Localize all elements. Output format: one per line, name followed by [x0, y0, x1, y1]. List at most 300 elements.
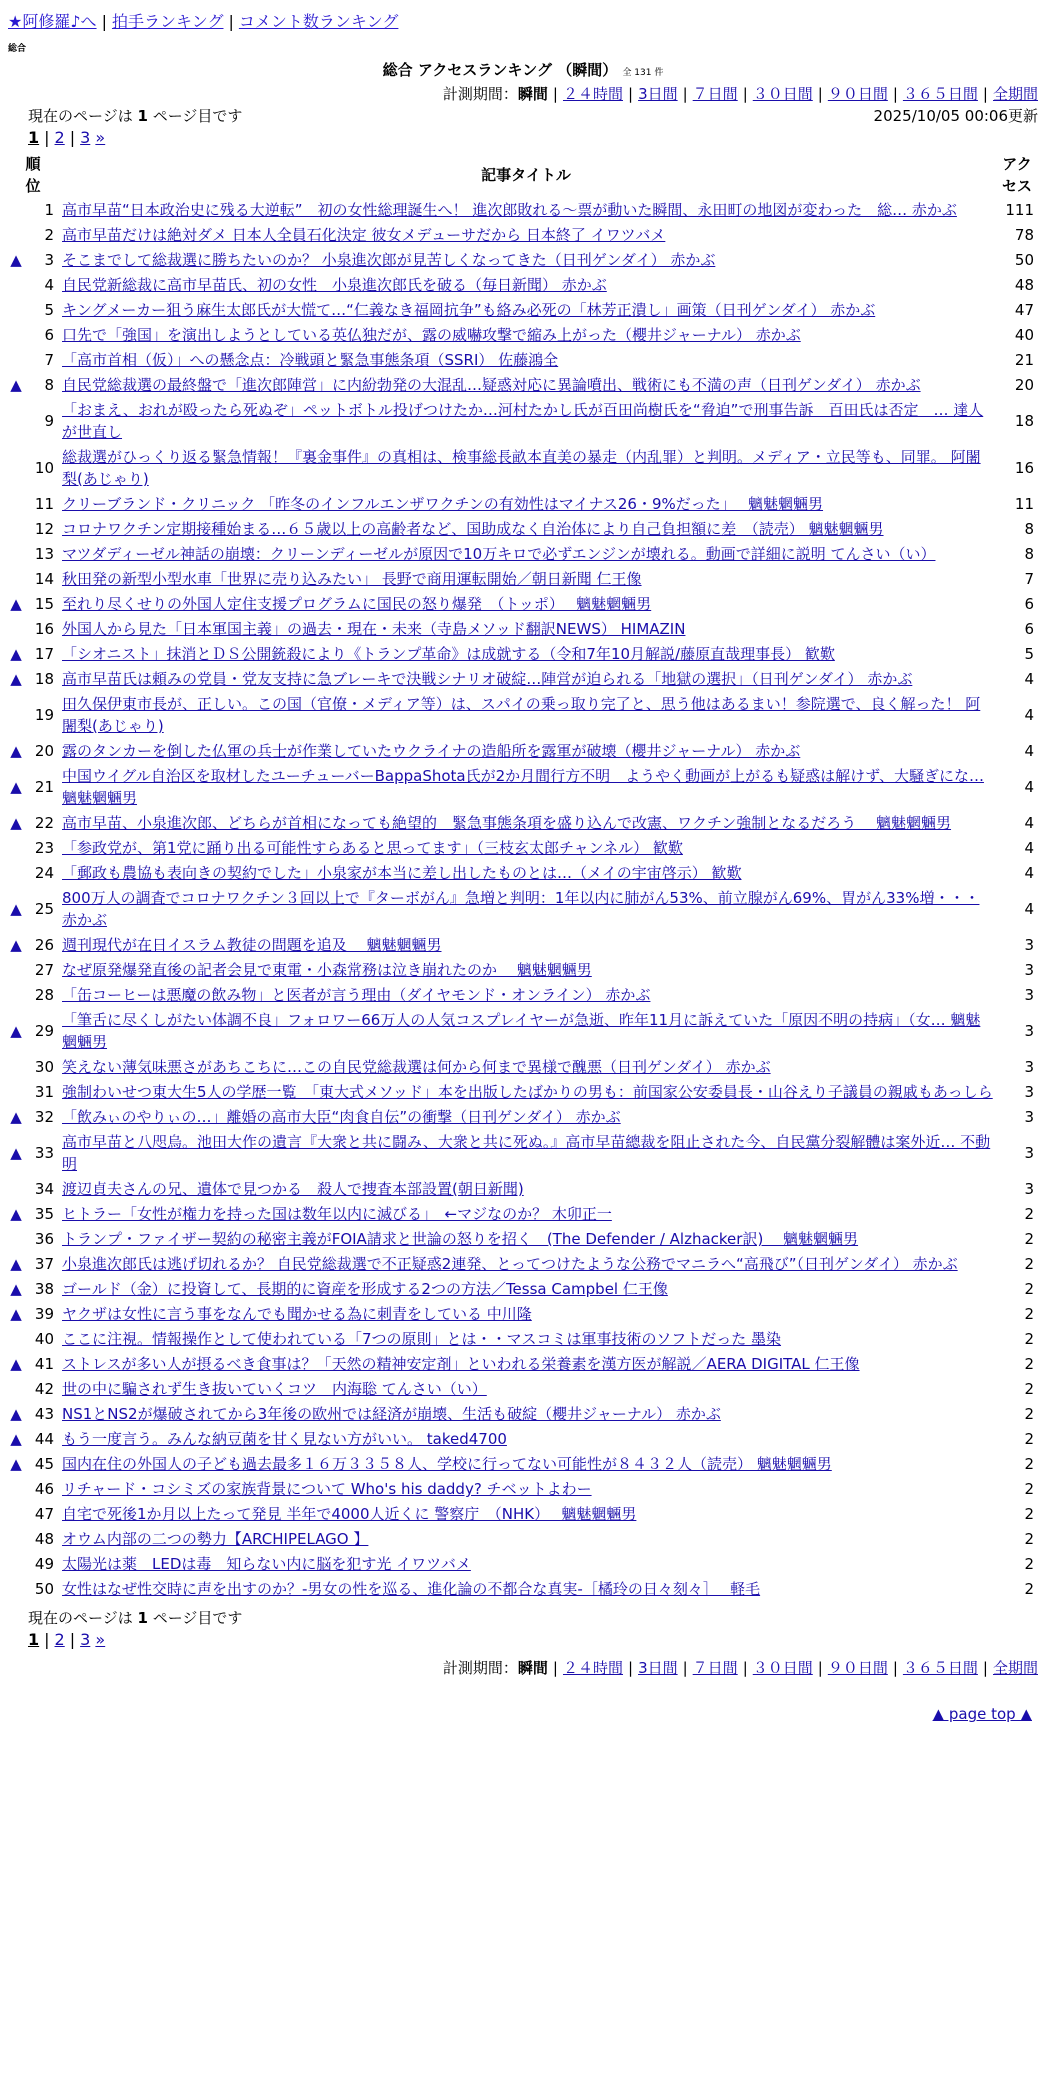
- period-link-6-bottom[interactable]: 全期間: [992, 1659, 1038, 1677]
- rank-change-cell: [8, 397, 24, 444]
- table-row: [8, 835, 1040, 860]
- rank-change-cell: [8, 372, 24, 397]
- period-link-2-bottom[interactable]: ７日間: [692, 1659, 738, 1677]
- access-count: 3: [1024, 1108, 1034, 1126]
- rank-number: 27: [34, 961, 54, 979]
- rank-change-cell: [8, 1451, 24, 1476]
- nav-link-ashura[interactable]: ★阿修羅♪へ: [8, 12, 97, 31]
- period-link-1-bottom[interactable]: 3日間: [638, 1659, 678, 1677]
- article-title-link[interactable]: 「高市首相（仮）」への懸念点：冷戦頭と緊急事態条項（SSRI） 佐藤鴻全: [62, 351, 559, 369]
- article-title-link[interactable]: 笑えない薄気味悪さがあちこちに…この自民党総裁選は何から何まで異様で醜悪（日刊ゲンダイ） 赤かぶ: [62, 1058, 771, 1076]
- access-count: 4: [1024, 778, 1034, 796]
- article-title-cell: [58, 1526, 994, 1551]
- access-count: 4: [1024, 900, 1034, 918]
- article-title-cell: [58, 397, 994, 444]
- access-count: 2: [1024, 1555, 1034, 1573]
- period-separator: |: [682, 1659, 688, 1677]
- table-row: [8, 932, 1040, 957]
- period-link-3-bottom[interactable]: ３０日間: [752, 1659, 813, 1677]
- current-page-info-bottom: 現在のページは 1 ページ目です: [28, 1609, 243, 1627]
- nav-separator: |: [101, 12, 107, 31]
- rank-number: 25: [34, 900, 54, 918]
- article-title-cell: [58, 1451, 994, 1476]
- article-title-link[interactable]: 至れり尽くせりの外国人定住支援プログラムに国民の怒り爆発 （トッポ） 魑魅魍魎男: [62, 595, 652, 613]
- rank-number: 38: [34, 1280, 54, 1298]
- table-row: [8, 691, 1040, 738]
- rank-change-cell: [8, 932, 24, 957]
- article-title-link[interactable]: 「参政党が、第1党に踊り出る可能性すらあると思ってます」（三枝玄太郎チャンネル） 歓歎: [62, 839, 683, 857]
- rank-up-icon: ▲: [10, 1144, 22, 1162]
- rank-change-cell: [8, 1351, 24, 1376]
- article-title-cell: [58, 1251, 994, 1276]
- article-title-cell: [58, 1426, 994, 1451]
- rank-change-cell: [8, 347, 24, 372]
- rank-up-icon: ▲: [10, 595, 22, 613]
- article-title-cell: [58, 982, 994, 1007]
- rank-number: 30: [34, 1058, 54, 1076]
- table-row: [8, 1301, 1040, 1326]
- access-count: 78: [1014, 226, 1034, 244]
- table-row: [8, 1276, 1040, 1301]
- rank-number: 18: [34, 670, 54, 688]
- article-title-link[interactable]: 自民党新総裁に高市早苗氏、初の女性 小泉進次郎氏を破る（毎日新聞） 赤かぶ: [62, 276, 607, 294]
- access-count: 50: [1014, 251, 1034, 269]
- table-row: [8, 1351, 1040, 1376]
- period-separator: |: [552, 1659, 558, 1677]
- article-title-cell: [58, 1201, 994, 1226]
- article-title-cell: [58, 1129, 994, 1176]
- access-count: 2: [1024, 1405, 1034, 1423]
- table-row: [8, 347, 1040, 372]
- table-row: [8, 272, 1040, 297]
- access-count: 2: [1024, 1380, 1034, 1398]
- article-title-cell: [58, 372, 994, 397]
- article-title-link[interactable]: 口先で「強国」を演出しようとしている英仏独だが、露の威嚇攻撃で縮み上がった（櫻井ジャーナル） 赤かぶ: [62, 326, 801, 344]
- article-title-cell: [58, 860, 994, 885]
- table-row: [8, 738, 1040, 763]
- article-title-link[interactable]: 高市早苗“日本政治史に残る大逆転” 初の女性総理誕生へ！ 進次郎敗れる～票が動いた瞬間、永田町の地図が変わった 総… 赤かぶ: [62, 201, 957, 219]
- rank-up-icon: ▲: [10, 1405, 22, 1423]
- rank-number: 1: [44, 201, 54, 219]
- rank-change-cell: [8, 1276, 24, 1301]
- rank-change-cell: [8, 1376, 24, 1401]
- rank-number: 21: [34, 778, 54, 796]
- total-count: 全 131 件: [622, 68, 664, 78]
- rank-change-cell: [8, 1301, 24, 1326]
- rank-number: 12: [34, 520, 54, 538]
- article-title-cell: [58, 738, 994, 763]
- access-count: 2: [1024, 1205, 1034, 1223]
- access-count: 3: [1024, 986, 1034, 1004]
- article-title-link[interactable]: もう一度言う。みんな納豆菌を甘く見ない方がいい。 taked4700: [62, 1430, 507, 1448]
- article-title-link[interactable]: ストレスが多い人が摂るべき食事は？「天然の精神安定剤」といわれる栄養素を漢方医が解説／AERA DIGITAL 仁王像: [62, 1355, 860, 1373]
- rank-up-icon: ▲: [10, 670, 22, 688]
- page-top-row: [8, 1705, 1032, 1723]
- rank-number: 37: [34, 1255, 54, 1273]
- period-link-4[interactable]: ９０日間: [827, 85, 888, 103]
- pager-separator: |: [44, 128, 50, 147]
- access-count: 7: [1024, 570, 1034, 588]
- site-label: 総合: [8, 44, 27, 54]
- rank-number: 22: [34, 814, 54, 832]
- article-title-link[interactable]: 800万人の調査でコロナワクチン３回以上で『ターボがん』急増と判明：1年以内に肺がん53%、前立腺がん69%、胃がん33%増・・・ 赤かぶ: [62, 889, 980, 929]
- table-row: [8, 1551, 1040, 1576]
- table-row: [8, 1201, 1040, 1226]
- access-count: 3: [1024, 1180, 1034, 1198]
- rank-change-cell: [8, 1226, 24, 1251]
- rank-number: 17: [34, 645, 54, 663]
- period-label: 計測期間：: [442, 85, 518, 103]
- pager-link-2-bottom[interactable]: 2: [54, 1630, 65, 1649]
- table-row: [8, 297, 1040, 322]
- table-row: [8, 322, 1040, 347]
- rank-number: 35: [34, 1205, 54, 1223]
- period-selector-bottom: [8, 1657, 1038, 1679]
- access-count: 48: [1014, 276, 1034, 294]
- article-title-link[interactable]: なぜ原発爆発直後の記者会見で東電・小森常務は泣き崩れたのか 魑魅魍魎男: [62, 961, 592, 979]
- article-title-link[interactable]: ゴールド（金）に投資して、長期的に資産を形成する2つの方法／Tessa Campbel 仁王像: [62, 1280, 668, 1298]
- article-title-cell: [58, 222, 994, 247]
- table-row: [8, 1401, 1040, 1426]
- rank-change-cell: [8, 247, 24, 272]
- article-title-cell: [58, 591, 994, 616]
- article-title-link[interactable]: 高市早苗だけは絶対ダメ 日本人全員石化決定 彼女メデューサだから 日本終了 イワツバメ: [62, 226, 666, 244]
- access-count: 40: [1014, 326, 1034, 344]
- access-count: 2: [1024, 1580, 1034, 1598]
- article-title-cell: [58, 1007, 994, 1054]
- article-title-link[interactable]: 総裁選がひっくり返る緊急情報！『裏金事件』の真相は、検事総長畝本直美の暴走（内乱罪）と判明。メディア・立民等も、同罪。 阿闍梨(あじゃり): [62, 448, 981, 488]
- rank-up-icon: ▲: [10, 936, 22, 954]
- rank-change-cell: [8, 810, 24, 835]
- rank-change-cell: [8, 1129, 24, 1176]
- nav-link-applause-ranking[interactable]: 拍手ランキング: [111, 12, 224, 31]
- rank-change-cell: [8, 885, 24, 932]
- article-title-cell: [58, 297, 994, 322]
- article-title-cell: [58, 1501, 994, 1526]
- access-count: 20: [1014, 376, 1034, 394]
- article-title-link[interactable]: トランプ・ファイザー契約の秘密主義がFOIA請求と世論の怒りを招く (The Defender / Alzhacker訳) 魑魅魍魎男: [62, 1230, 859, 1248]
- access-count: 3: [1024, 1022, 1034, 1040]
- article-title-link[interactable]: 国内在住の外国人の子ども過去最多１６万３３５８人、学校に行ってない可能性が８４３２人（読売） 魑魅魍魎男: [62, 1455, 832, 1473]
- article-title-link[interactable]: 中国ウイグル自治区を取材したユーチューバーBappaShota氏が2か月間行方不明 ようやく動画が上がるも疑惑は解けず、大騒ぎにな… 魑魅魍魎男: [62, 767, 984, 807]
- access-count: 18: [1014, 412, 1034, 430]
- rank-number: 4: [44, 276, 54, 294]
- rank-up-icon: ▲: [10, 645, 22, 663]
- rank-change-cell: [8, 197, 24, 222]
- rank-change-cell: [8, 566, 24, 591]
- rank-up-icon: ▲: [10, 1305, 22, 1323]
- rank-up-icon: ▲: [10, 1355, 22, 1373]
- table-row: [8, 1226, 1040, 1251]
- pager-current: 1: [28, 128, 40, 147]
- article-title-cell: [58, 691, 994, 738]
- nav-link-comment-ranking[interactable]: コメント数ランキング: [238, 12, 399, 31]
- article-title-link[interactable]: 田久保伊東市長が、正しい。この国（官僚・メディア等）は、スパイの乗っ取り完了と、思う他はあるまい！参院選で、良く解った！ 阿闍梨(あじゃり): [62, 695, 981, 735]
- pager-separator: |: [69, 128, 76, 147]
- rank-number: 13: [34, 545, 54, 563]
- article-title-cell: [58, 1576, 994, 1601]
- article-title-cell: [58, 197, 994, 222]
- rank-number: 43: [34, 1405, 54, 1423]
- rank-change-cell: [8, 322, 24, 347]
- rank-up-icon: ▲: [10, 1455, 22, 1473]
- article-title-link[interactable]: 太陽光は薬 LEDは毒 知らない内に脳を犯す光 イワツバメ: [62, 1555, 471, 1573]
- article-title-cell: [58, 1104, 994, 1129]
- rank-change-cell: [8, 835, 24, 860]
- rank-number: 44: [34, 1430, 54, 1448]
- table-row: [8, 1251, 1040, 1276]
- table-row: [8, 1176, 1040, 1201]
- article-title-link[interactable]: 秋田発の新型小型水車「世界に売り込みたい」 長野で商用運転開始／朝日新聞 仁王像: [62, 570, 642, 588]
- rank-change-cell: [8, 1176, 24, 1201]
- rank-change-cell: [8, 222, 24, 247]
- rank-up-icon: ▲: [10, 778, 22, 796]
- article-title-link[interactable]: 外国人から見た「日本軍国主義」の過去・現在・未来（寺島メソッド翻訳NEWS） HIMAZIN: [62, 620, 686, 638]
- article-title-link[interactable]: コロナワクチン定期接種始まる…６５歳以上の高齢者など、国助成なく自治体により自己負担額に差 （読売） 魑魅魍魎男: [62, 520, 884, 538]
- article-title-cell: [58, 1476, 994, 1501]
- access-count: 2: [1024, 1455, 1034, 1473]
- table-row: [8, 616, 1040, 641]
- table-row: [8, 1104, 1040, 1129]
- rank-change-cell: [8, 641, 24, 666]
- table-row: [8, 1476, 1040, 1501]
- access-count: 2: [1024, 1330, 1034, 1348]
- rank-number: 47: [34, 1505, 54, 1523]
- table-row: [8, 541, 1040, 566]
- article-title-cell: [58, 1176, 994, 1201]
- pager-next-link-bottom[interactable]: »: [95, 1630, 106, 1649]
- rank-change-cell: [8, 1201, 24, 1226]
- article-title-link[interactable]: 高市早苗氏は頼みの党員・党友支持に急ブレーキで決戦シナリオ破綻…陣営が迫られる「地獄の選択」（日刊ゲンダイ） 赤かぶ: [62, 670, 913, 688]
- access-count: 3: [1024, 1144, 1034, 1162]
- period-separator: |: [742, 85, 748, 103]
- table-row: [8, 1501, 1040, 1526]
- table-row: [8, 763, 1040, 810]
- rank-number: 9: [44, 412, 54, 430]
- period-separator: |: [552, 85, 558, 103]
- period-separator: |: [892, 85, 898, 103]
- page-title-row: [8, 60, 1038, 83]
- article-title-cell: [58, 1401, 994, 1426]
- article-title-cell: [58, 932, 994, 957]
- article-title-link[interactable]: そこまでして総裁選に勝ちたいのか？ 小泉進次郎が見苦しくなってきた（日刊ゲンダイ） 赤かぶ: [62, 251, 716, 269]
- rank-number: 34: [34, 1180, 54, 1198]
- article-title-link[interactable]: クリーブランド・クリニック 「昨冬のインフルエンザワクチンの有効性はマイナス26・9%だった」 魑魅魍魎男: [62, 495, 824, 513]
- rank-up-icon: ▲: [10, 1108, 22, 1126]
- article-title-cell: [58, 1351, 994, 1376]
- article-title-link[interactable]: ヤクザは女性に言う事をなんでも聞かせる為に刺青をしている 中川隆: [62, 1305, 532, 1323]
- article-title-cell: [58, 347, 994, 372]
- table-row: [8, 1451, 1040, 1476]
- article-title-link[interactable]: 「飲みぃのやりぃの…」離婚の高市大臣“肉食自伝”の衝撃（日刊ゲンダイ） 赤かぶ: [62, 1108, 621, 1126]
- pager-separator: |: [44, 1630, 50, 1649]
- period-link-6[interactable]: 全期間: [992, 85, 1038, 103]
- header-access: [994, 153, 1040, 197]
- article-title-cell: [58, 247, 994, 272]
- pager-link-2[interactable]: 2: [54, 128, 65, 147]
- rank-number: 36: [34, 1230, 54, 1248]
- article-title-cell: [58, 516, 994, 541]
- rank-change-cell: [8, 763, 24, 810]
- article-title-link[interactable]: キングメーカー狙う麻生太郎氏が大慌て…“仁義なき福岡抗争”も絡み必死の「林芳正潰し」画策（日刊ゲンダイ） 赤かぶ: [62, 301, 876, 319]
- article-title-link[interactable]: リチャード・コシミズの家族背景について Who's his daddy? チベットよわー: [62, 1480, 592, 1498]
- article-title-link[interactable]: 自宅で死後1か月以上たって発見 半年で4000人近くに 警察庁 （NHK） 魑魅魍魎男: [62, 1505, 637, 1523]
- period-selector: [8, 83, 1038, 105]
- article-title-link[interactable]: マツダディーゼル神話の崩壊：クリーンディーゼルが原因で10万キロで必ずエンジンが壊れる。動画で詳細に説明 てんさい（い）: [62, 545, 936, 563]
- table-row: [8, 516, 1040, 541]
- access-count: 2: [1024, 1530, 1034, 1548]
- article-title-link[interactable]: 女性はなぜ性交時に声を出すのか？-男女の性を巡る、進化論の不都合な真実-［橘玲の日々刻々］ 軽毛: [62, 1580, 761, 1598]
- article-title-cell: [58, 957, 994, 982]
- article-title-cell: [58, 763, 994, 810]
- access-count: 2: [1024, 1305, 1034, 1323]
- pager-bottom: [8, 1629, 1038, 1651]
- article-title-cell: [58, 322, 994, 347]
- rank-change-cell: [8, 691, 24, 738]
- article-title-link[interactable]: NS1とNS2が爆破されてから3年後の欧州では経済が崩壊、生活も破綻（櫻井ジャーナル） 赤かぶ: [62, 1405, 721, 1423]
- rank-change-cell: [8, 1501, 24, 1526]
- rank-change-cell: [8, 1401, 24, 1426]
- article-title-link[interactable]: 世の中に騙されず生き抜いていくコツ 内海聡 てんさい（い）: [62, 1380, 487, 1398]
- access-count: 111: [1005, 201, 1034, 219]
- rank-change-cell: [8, 1326, 24, 1351]
- access-count: 4: [1024, 742, 1034, 760]
- rank-change-cell: [8, 1526, 24, 1551]
- article-title-link[interactable]: 「筆舌に尽くしがたい体調不良」フォロワー66万人の人気コスプレイヤーが急逝、昨年11月に訴えていた「原因不明の持病」（女… 魑魅魍魎男: [62, 1011, 981, 1051]
- period-current: 瞬間: [517, 85, 548, 103]
- period-link-5-bottom[interactable]: ３６５日間: [902, 1659, 978, 1677]
- rank-change-cell: [8, 444, 24, 491]
- rank-number: 16: [34, 620, 54, 638]
- period-link-2[interactable]: ７日間: [692, 85, 738, 103]
- period-link-3[interactable]: ３０日間: [752, 85, 813, 103]
- rank-change-cell: [8, 541, 24, 566]
- rank-change-cell: [8, 957, 24, 982]
- rank-change-cell: [8, 591, 24, 616]
- article-title-link[interactable]: ヒトラー「女性が権力を持った国は数年以内に滅びる」 ←マジなのか？ 木卯正一: [62, 1205, 612, 1223]
- access-count: 16: [1014, 459, 1034, 477]
- article-title-link[interactable]: 露のタンカーを倒した仏軍の兵士が作業していたウクライナの造船所を露軍が破壊（櫻井ジャーナル） 赤かぶ: [62, 742, 801, 760]
- rank-number: 33: [34, 1144, 54, 1162]
- rank-number: 26: [34, 936, 54, 954]
- table-row: [8, 247, 1040, 272]
- rank-number: 2: [44, 226, 54, 244]
- rank-number: 45: [34, 1455, 54, 1473]
- rank-change-cell: [8, 738, 24, 763]
- article-title-link[interactable]: 「おまえ、おれが殴ったら死ぬぞ」ペットボトル投げつけたか…河村たかし氏が百田尚樹氏を“脅迫”で刑事告訴 百田氏は否定 … 達人が世直し: [62, 401, 984, 441]
- rank-number: 23: [34, 839, 54, 857]
- header-access-label: アク セス: [1001, 155, 1032, 195]
- rank-number: 7: [44, 351, 54, 369]
- rank-number: 32: [34, 1108, 54, 1126]
- period-separator: |: [742, 1659, 748, 1677]
- article-title-link[interactable]: 渡辺貞夫さんの兄、遺体で見つかる 殺人で捜査本部設置(朝日新聞): [62, 1180, 524, 1198]
- rank-number: 8: [44, 376, 54, 394]
- period-link-0-bottom[interactable]: ２４時間: [562, 1659, 623, 1677]
- article-title-link[interactable]: オウム内部の二つの勢力【ARCHIPELAGO 】: [62, 1530, 369, 1548]
- access-count: 6: [1024, 595, 1034, 613]
- rank-up-icon: ▲: [10, 900, 22, 918]
- table-row: [8, 566, 1040, 591]
- updated-timestamp: 2025/10/05 00:06更新: [873, 107, 1038, 125]
- article-title-link[interactable]: 週刊現代が在日イスラム教徒の問題を追及 魑魅魍魎男: [62, 936, 442, 954]
- article-title-link[interactable]: 「缶コーヒーは悪魔の飲み物」と医者が言う理由（ダイヤモンド・オンライン） 赤かぶ: [62, 986, 651, 1004]
- article-title-link[interactable]: 自民党総裁選の最終盤で「進次郎陣営」に内紛勃発の大混乱…疑惑対応に異論噴出、戦術にも不満の声（日刊ゲンダイ） 赤かぶ: [62, 376, 921, 394]
- rank-number: 6: [44, 326, 54, 344]
- period-link-0[interactable]: ２４時間: [562, 85, 623, 103]
- article-title-link[interactable]: 「シオニスト」抹消とＤＳ公開銃殺により《トランプ革命》は成就する（令和7年10月解説/藤原直哉理事長） 歓歎: [62, 645, 835, 663]
- rank-number: 49: [34, 1555, 54, 1573]
- ranking-table: [8, 153, 1040, 1601]
- access-count: 8: [1024, 545, 1034, 563]
- period-link-4-bottom[interactable]: ９０日間: [827, 1659, 888, 1677]
- top-nav: [8, 10, 1038, 34]
- article-title-link[interactable]: 「郵政も農協も表向きの契約でした」小泉家が本当に差し出したものとは…（メイの宇宙啓示） 歓歎: [62, 864, 742, 882]
- table-row: [8, 1426, 1040, 1451]
- period-separator: |: [817, 85, 823, 103]
- pager-separator: |: [69, 1630, 76, 1649]
- rank-up-icon: ▲: [10, 376, 22, 394]
- rank-up-icon: ▲: [10, 251, 22, 269]
- period-link-5[interactable]: ３６５日間: [902, 85, 978, 103]
- article-title-cell: [58, 491, 994, 516]
- article-title-cell: [58, 444, 994, 491]
- article-title-link[interactable]: ここに注視。情報操作として使われている「7つの原則」とは・・マスコミは軍事技術のソフトだった 墨染: [62, 1330, 782, 1348]
- rank-number: 14: [34, 570, 54, 588]
- rank-up-icon: ▲: [10, 814, 22, 832]
- rank-change-cell: [8, 1104, 24, 1129]
- page-info-row: [8, 105, 1038, 127]
- article-title-link[interactable]: 高市早苗、小泉進次郎、どちらが首相になっても絶望的 緊急事態条項を盛り込んで改憲、ワクチン強制となるだろう 魑魅魍魎男: [62, 814, 952, 832]
- pager-next-link[interactable]: »: [95, 128, 106, 147]
- rank-change-cell: [8, 1476, 24, 1501]
- pager-link-3[interactable]: 3: [80, 128, 91, 147]
- access-count: 6: [1024, 620, 1034, 638]
- period-separator: |: [682, 85, 688, 103]
- article-title-cell: [58, 541, 994, 566]
- period-label-bottom: 計測期間：: [442, 1659, 518, 1677]
- rank-number: 24: [34, 864, 54, 882]
- table-row: [8, 372, 1040, 397]
- header-title: 記事タイトル: [481, 166, 571, 184]
- period-separator: |: [628, 85, 634, 103]
- rank-up-icon: ▲: [10, 1205, 22, 1223]
- article-title-link[interactable]: 小泉進次郎氏は逃げ切れるか？ 自民党総裁選で不正疑惑2連発、とってつけたような公務でマニラへ“高飛び”（日刊ゲンダイ） 赤かぶ: [62, 1255, 958, 1273]
- page-top-link[interactable]: ▲ page top ▲: [932, 1705, 1032, 1723]
- rank-change-cell: [8, 491, 24, 516]
- rank-change-cell: [8, 1007, 24, 1054]
- article-title-cell: [58, 272, 994, 297]
- period-separator: |: [628, 1659, 634, 1677]
- period-current-bottom: 瞬間: [517, 1659, 548, 1677]
- access-count: 8: [1024, 520, 1034, 538]
- table-row: [8, 1576, 1040, 1601]
- article-title-cell: [58, 1551, 994, 1576]
- access-count: 5: [1024, 645, 1034, 663]
- article-title-cell: [58, 616, 994, 641]
- article-title-link[interactable]: 高市早苗と八咫烏。池田大作の遺言『大衆と共に闘み、大衆と共に死ぬ。』高市早苗總裁を阻止された今、自民黨分裂解體は案外近… 不動明: [62, 1133, 991, 1173]
- article-title-link[interactable]: 強制わいせつ東大生5人の学歴一覧 「東大式メソッド」本を出版したばかりの男も：前国家公安委員長・山谷えり子議員の親戚もあっしら: [62, 1083, 993, 1101]
- rank-number: 31: [34, 1083, 54, 1101]
- article-title-cell: [58, 1376, 994, 1401]
- rank-up-icon: ▲: [10, 1280, 22, 1298]
- access-count: 47: [1014, 301, 1034, 319]
- period-link-1[interactable]: 3日間: [638, 85, 678, 103]
- article-title-cell: [58, 666, 994, 691]
- pager-link-3-bottom[interactable]: 3: [80, 1630, 91, 1649]
- rank-change-cell: [8, 982, 24, 1007]
- rank-change-cell: [8, 1551, 24, 1576]
